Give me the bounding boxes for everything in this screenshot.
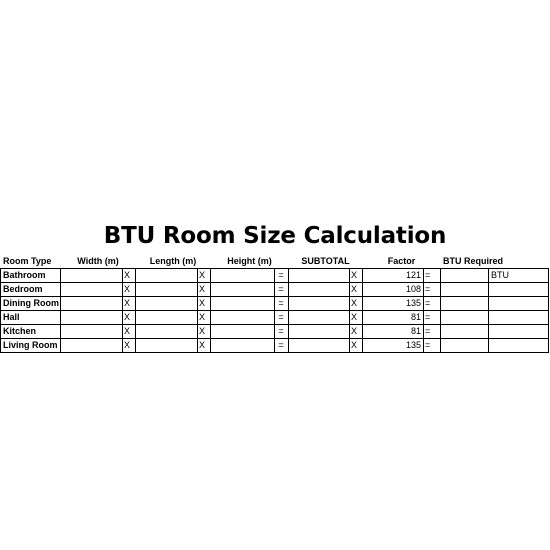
factor-value: 81 bbox=[363, 325, 424, 339]
btu-unit-label bbox=[489, 297, 549, 311]
multiply-sign: X bbox=[350, 269, 363, 283]
height-input-cell[interactable] bbox=[211, 269, 275, 283]
table-row bbox=[1, 269, 549, 283]
room-name: Hall bbox=[1, 311, 61, 325]
width-input-cell[interactable] bbox=[61, 269, 123, 283]
table-header-row bbox=[1, 255, 549, 269]
factor-value: 121 bbox=[363, 269, 424, 283]
room-name: Dining Room bbox=[1, 297, 61, 311]
equals-sign: = bbox=[424, 283, 441, 297]
room-name: Bedroom bbox=[1, 283, 61, 297]
btu-result-cell bbox=[441, 325, 489, 339]
table-row bbox=[1, 339, 549, 353]
width-input-cell[interactable] bbox=[61, 297, 123, 311]
btu-unit-label bbox=[489, 283, 549, 297]
btu-result-cell bbox=[441, 269, 489, 283]
header-factor: Factor bbox=[363, 255, 441, 269]
table-row bbox=[1, 325, 549, 339]
length-input-cell[interactable] bbox=[136, 297, 198, 311]
multiply-sign: X bbox=[350, 311, 363, 325]
length-input-cell[interactable] bbox=[136, 325, 198, 339]
table-row bbox=[1, 311, 549, 325]
width-input-cell[interactable] bbox=[61, 311, 123, 325]
subtotal-cell bbox=[289, 325, 350, 339]
width-input-cell[interactable] bbox=[61, 339, 123, 353]
equals-sign: = bbox=[275, 297, 289, 311]
multiply-sign: X bbox=[350, 339, 363, 353]
table-row bbox=[1, 283, 549, 297]
subtotal-cell bbox=[289, 283, 350, 297]
header-btu-required: BTU Required bbox=[441, 255, 549, 269]
equals-sign: = bbox=[275, 283, 289, 297]
multiply-sign: X bbox=[123, 339, 136, 353]
multiply-sign: X bbox=[350, 297, 363, 311]
height-input-cell[interactable] bbox=[211, 339, 275, 353]
multiply-sign: X bbox=[198, 297, 211, 311]
room-name: Kitchen bbox=[1, 325, 61, 339]
multiply-sign: X bbox=[198, 269, 211, 283]
header-length: Length (m) bbox=[136, 255, 211, 269]
length-input-cell[interactable] bbox=[136, 283, 198, 297]
table-row bbox=[1, 297, 549, 311]
subtotal-cell bbox=[289, 339, 350, 353]
multiply-sign: X bbox=[198, 325, 211, 339]
btu-calculation-table bbox=[0, 254, 549, 353]
equals-sign: = bbox=[275, 325, 289, 339]
btu-result-cell bbox=[441, 297, 489, 311]
equals-sign: = bbox=[424, 325, 441, 339]
multiply-sign: X bbox=[123, 325, 136, 339]
multiply-sign: X bbox=[123, 297, 136, 311]
equals-sign: = bbox=[275, 339, 289, 353]
equals-sign: = bbox=[424, 339, 441, 353]
btu-unit-label bbox=[489, 339, 549, 353]
multiply-sign: X bbox=[350, 325, 363, 339]
btu-unit-label bbox=[489, 325, 549, 339]
header-room-type: Room Type bbox=[1, 255, 61, 269]
length-input-cell[interactable] bbox=[136, 311, 198, 325]
btu-result-cell bbox=[441, 339, 489, 353]
width-input-cell[interactable] bbox=[61, 283, 123, 297]
header-subtotal: SUBTOTAL bbox=[289, 255, 363, 269]
page-title: BTU Room Size Calculation bbox=[103, 223, 447, 249]
height-input-cell[interactable] bbox=[211, 283, 275, 297]
btu-unit-label bbox=[489, 311, 549, 325]
height-input-cell[interactable] bbox=[211, 311, 275, 325]
multiply-sign: X bbox=[123, 311, 136, 325]
equals-sign: = bbox=[275, 311, 289, 325]
length-input-cell[interactable] bbox=[136, 269, 198, 283]
room-name: Living Room bbox=[1, 339, 61, 353]
multiply-sign: X bbox=[198, 339, 211, 353]
length-input-cell[interactable] bbox=[136, 339, 198, 353]
subtotal-cell bbox=[289, 269, 350, 283]
equals-sign: = bbox=[275, 269, 289, 283]
equals-sign: = bbox=[424, 297, 441, 311]
height-input-cell[interactable] bbox=[211, 325, 275, 339]
header-width: Width (m) bbox=[61, 255, 136, 269]
equals-sign: = bbox=[424, 311, 441, 325]
btu-unit-label: BTU bbox=[489, 269, 549, 283]
factor-value: 135 bbox=[363, 297, 424, 311]
btu-result-cell bbox=[441, 283, 489, 297]
multiply-sign: X bbox=[123, 283, 136, 297]
header-height: Height (m) bbox=[211, 255, 289, 269]
height-input-cell[interactable] bbox=[211, 297, 275, 311]
multiply-sign: X bbox=[350, 283, 363, 297]
factor-value: 81 bbox=[363, 311, 424, 325]
table-body bbox=[1, 269, 549, 353]
equals-sign: = bbox=[424, 269, 441, 283]
room-name: Bathroom bbox=[1, 269, 61, 283]
factor-value: 108 bbox=[363, 283, 424, 297]
subtotal-cell bbox=[289, 297, 350, 311]
subtotal-cell bbox=[289, 311, 350, 325]
multiply-sign: X bbox=[198, 311, 211, 325]
width-input-cell[interactable] bbox=[61, 325, 123, 339]
factor-value: 135 bbox=[363, 339, 424, 353]
multiply-sign: X bbox=[123, 269, 136, 283]
multiply-sign: X bbox=[198, 283, 211, 297]
btu-result-cell bbox=[441, 311, 489, 325]
